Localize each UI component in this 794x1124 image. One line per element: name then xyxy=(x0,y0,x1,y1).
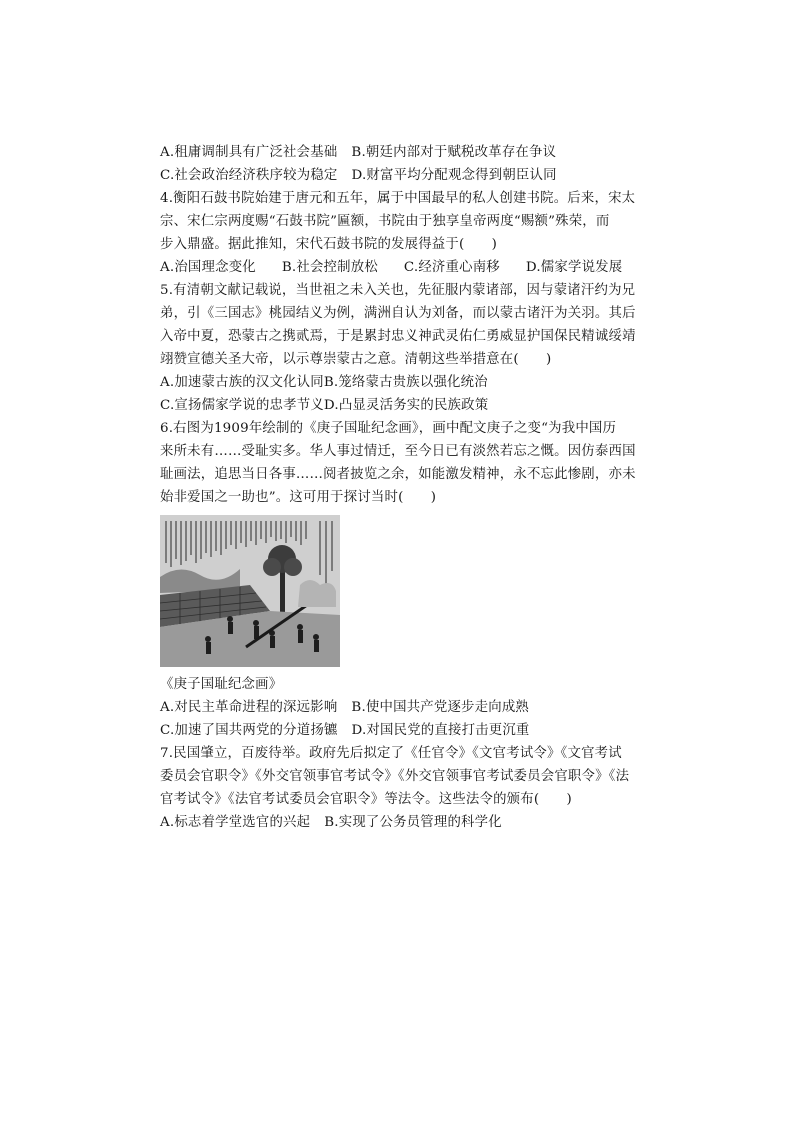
figure-caption: 《庚子国耻纪念画》 xyxy=(160,677,283,692)
q4-options-row xyxy=(160,256,640,279)
q4-option-d: D.儒家学说发展 xyxy=(525,260,623,275)
q7-options-row xyxy=(160,811,640,834)
q4-stem-line-1: 4.衡阳石鼓书院始建于唐元和五年，属于中国最早的私人创建书院。后来，宋太 xyxy=(160,191,636,206)
q7-option-b: B.实现了公务员管理的科学化 xyxy=(324,815,502,830)
q6-option-b: B.使中国共产党逐步走向成熟 xyxy=(351,700,530,715)
q6-stem-line-2: 来所未有……受耻实多。华人事过情迁，至今日已有淡然若忘之慨。因仿泰西国 xyxy=(160,444,636,459)
q3-option-b: B.朝廷内部对于赋税改革存在争议 xyxy=(351,145,557,160)
q4-stem-line-3: 步入鼎盛。据此推知，宋代石鼓书院的发展得益于( ) xyxy=(160,237,498,252)
q3-options-row-2 xyxy=(160,164,640,187)
q7-option-a: A.标志着学堂选官的兴起 xyxy=(160,815,311,830)
q5-option-c: C.宣扬儒家学说的忠孝节义 xyxy=(160,398,324,413)
q6-stem-line-3: 耻画法，追思当日各事……阅者披览之余，如能激发精神，永不忘此惨剧，亦未 xyxy=(160,467,636,482)
q5-stem-line-4: 翊赞宣德关圣大帝，以示尊崇蒙古之意。清朝这些举措意在( ) xyxy=(160,352,552,367)
q5-option-d: D.凸显灵活务实的民族政策 xyxy=(323,398,489,413)
exam-content xyxy=(160,141,640,834)
q6-stem-line-1: 6.右图为1909年绘制的《庚子国耻纪念画》，画中配文庚子之变“为我中国历 xyxy=(160,421,617,436)
q5-stem-line-2: 弟，引《三国志》桃园结义为例，满洲自认为刘备，而以蒙古诸汗为关羽。其后 xyxy=(160,306,636,321)
q6-options-row-1 xyxy=(160,696,640,719)
q4-stem-line-2: 宗、宋仁宗两度赐“石鼓书院”匾额，书院由于独享皇帝两度“赐额”殊荣，而 xyxy=(160,214,610,229)
q4-option-c: C.经济重心南移 xyxy=(403,260,500,275)
illustration-smoke xyxy=(298,580,336,607)
q7-stem-line-1: 7.民国肇立，百废待举。政府先后拟定了《任官令》《文官考试令》《文官考试 xyxy=(160,746,622,761)
q5-stem-line-3: 入帝中夏，恐蒙古之携贰焉，于是累封忠义神武灵佑仁勇威显护国保民精诚绥靖 xyxy=(160,329,636,344)
boxer-humiliation-illustration xyxy=(160,515,340,667)
q5-option-b: B.笼络蒙古贵族以强化统治 xyxy=(323,375,488,390)
q3-option-c: C.社会政治经济秩序较为稳定 xyxy=(160,168,338,183)
q6-options-row-2 xyxy=(160,719,640,742)
q6-option-c: C.加速了国共两党的分道扬镳 xyxy=(160,723,338,738)
q3-option-a: A.租庸调制具有广泛社会基础 xyxy=(160,145,338,160)
q3-option-d: D.财富平均分配观念得到朝臣认同 xyxy=(351,168,557,183)
q5-option-a: A.加速蒙古族的汉文化认同 xyxy=(160,375,324,390)
q5-options-row-2 xyxy=(160,394,640,417)
q5-stem-line-1: 5.有清朝文献记载说，当世祖之未入关也，先征服内蒙诸部，因与蒙诸汗约为兄 xyxy=(160,283,636,298)
q4-option-a: A.治国理念变化 xyxy=(160,260,256,275)
q6-stem-line-4: 始非爱国之一助也”。这可用于探讨当时( ) xyxy=(160,490,437,505)
q7-stem-line-2: 委员会官职令》《外交官领事官考试令》《外交官领事官考试委员会官职令》《法 xyxy=(160,769,630,784)
q6-option-a: A.对民主革命进程的深远影响 xyxy=(160,700,338,715)
q4-option-b: B.社会控制放松 xyxy=(281,260,378,275)
q3-options-row-1 xyxy=(160,141,640,164)
q7-stem-line-3: 官考试令》《法官考试委员会官职令》等法令。这些法令的颁布( ) xyxy=(160,792,572,807)
q5-options-row-1 xyxy=(160,371,640,394)
q6-option-d: D.对国民党的直接打击更沉重 xyxy=(351,723,530,738)
